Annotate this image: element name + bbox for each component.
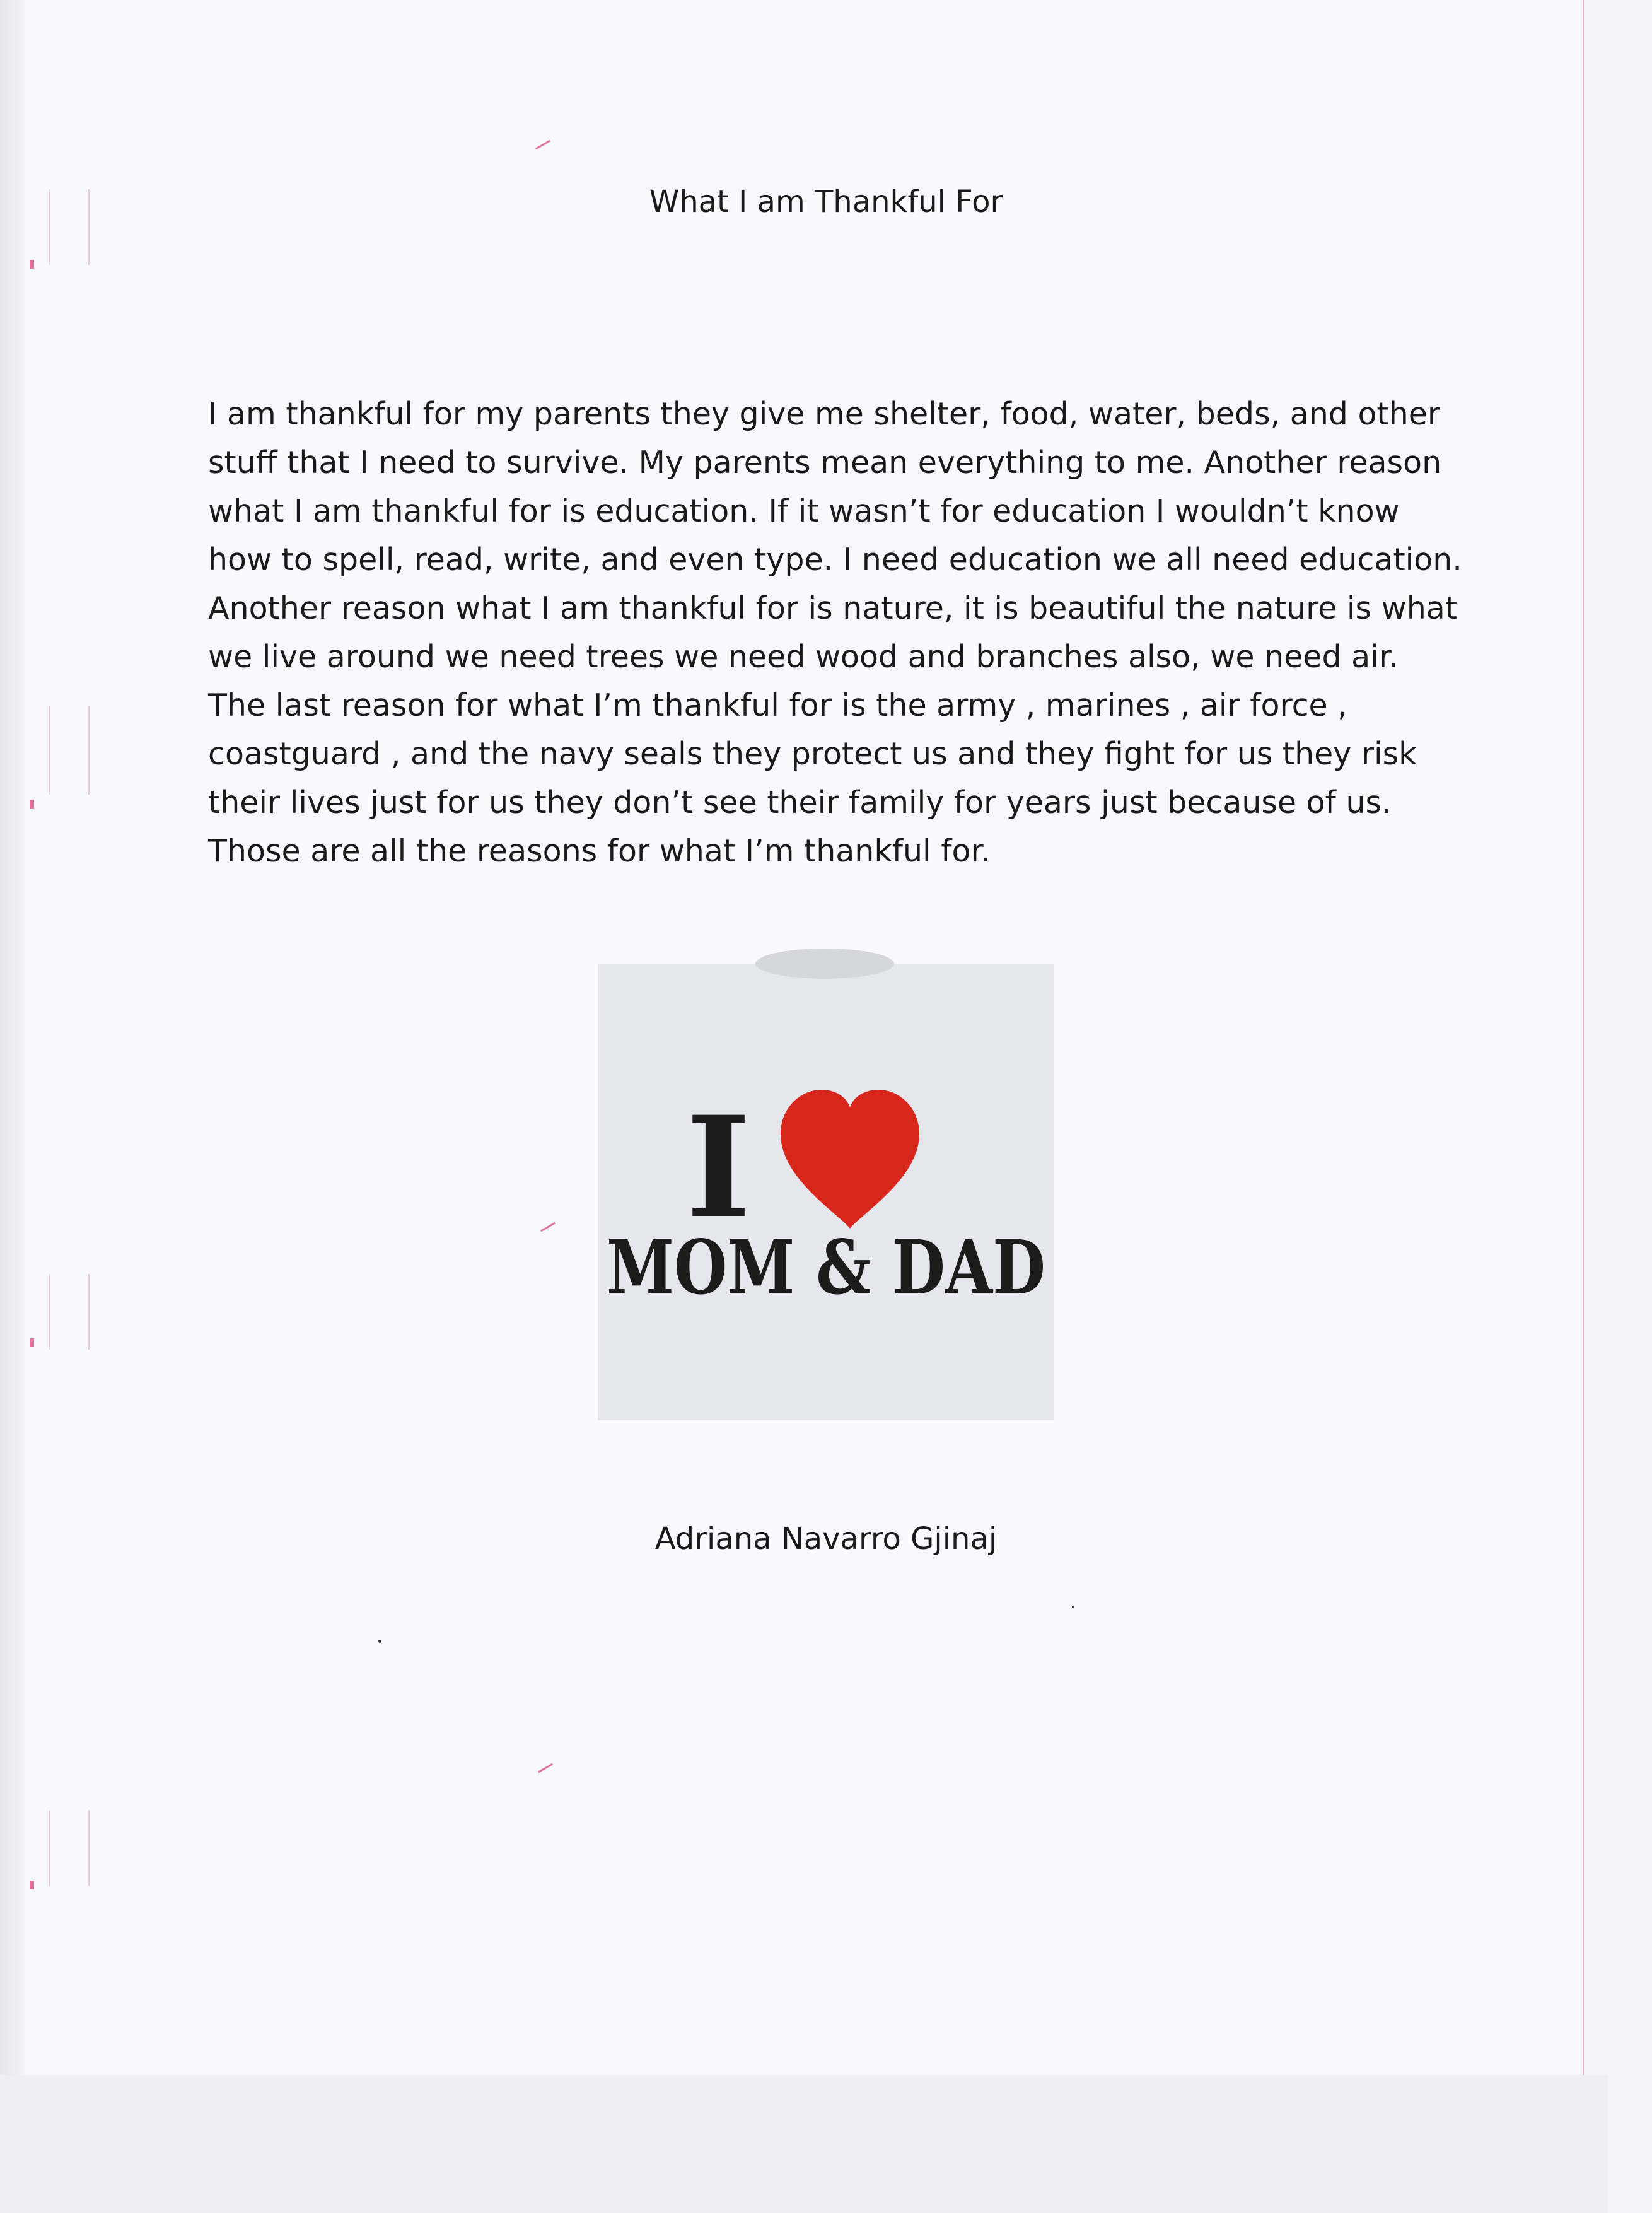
shirt-collar-shadow [755,949,894,979]
pink-mark [30,1881,34,1889]
scan-left-edge [0,0,25,2075]
pink-mark [30,260,34,269]
document-title: What I am Thankful For [649,184,1003,219]
hole-mark-bottom [49,1810,50,1886]
dust-speck [378,1640,381,1643]
pink-mark [30,1338,34,1347]
picture-caption: MOM & DAD [607,1223,1045,1311]
dust-speck [1072,1606,1074,1608]
author-name: Adriana Navarro Gjinaj [654,1521,998,1556]
hole-mark-middle-2 [88,706,90,795]
hole-mark-bottom-2 [88,1810,90,1886]
pink-mark [30,800,34,809]
picture-letter: I [686,1085,751,1249]
essay-paragraph: I am thankful for my parents they give me shelter, food, water, beds, and other stuff that I need to survive. My parents mean everything to me. Another reason what I am thankful for is education. If it wasn’t for education I wouldn’t know how to spell, read, write, and even type. I need education we all need education. Another reason what I am thankful for is nature, it is beautiful the nature is what we live around we need trees we need wood and branches also, we need air. The last reason for what I’m thankful for is the army , marines , air force , coastguard , and the navy seals they protect us and they fight for us they risk their lives just for us they don’t see their family for years just because of us. Those are all the reasons for what I’m thankful for. [208,396,1462,869]
hole-mark-middle [49,706,50,795]
i-love-mom-and-dad-picture [598,964,1054,1420]
hole-mark-lower-2 [88,1274,90,1350]
hole-mark-lower [49,1274,50,1350]
scan-bottom-margin [0,2075,1608,2213]
